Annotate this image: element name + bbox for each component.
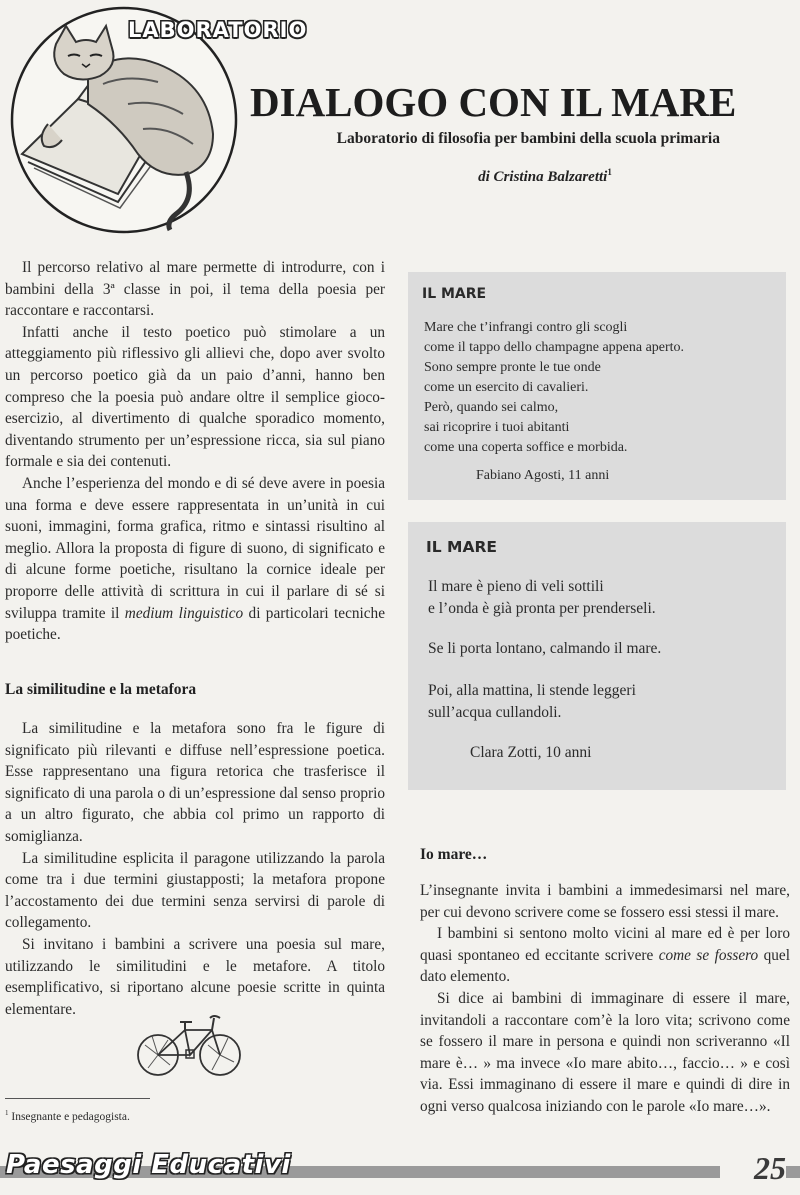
- paragraph-9: Si dice ai bambini di immaginare di essere il mare, invitandoli a raccontare com’è la loro vita; scrivono come se fossero il mare in persona e quindi non scriveranno «Il mare è… » ma invece «Io mare abito…, faccio… » e così via. Essi immaginano di essere il mare e quindi di dire in ogni verso qualcosa iniziando con le parole «Io mare…».: [420, 989, 790, 1115]
- paragraph-1: Il percorso relativo al mare permette di introdurre, con i bambini della 3ª classe in poi, il tema della poesia per raccontare e raccontarsi.: [5, 259, 385, 320]
- poem-2-line: Poi, alla mattina, li stende leggeri: [428, 682, 636, 699]
- paragraph-8: [420, 923, 790, 988]
- byline: [420, 167, 670, 186]
- poem-1-line: come una coperta soffice e morbida.: [424, 440, 628, 455]
- poem-1-line: sai ricoprire i tuoi abitanti: [424, 420, 570, 435]
- poem-box-2: [408, 522, 786, 790]
- poem-1-line: Mare che t’infrangi contro gli scogli: [424, 320, 628, 335]
- page-subtitle: Laboratorio di filosofia per bambini della scuola primaria: [336, 130, 720, 147]
- poem-1-line: come un esercito di cavalieri.: [424, 380, 589, 395]
- poem-2-line: Il mare è pieno di veli sottili: [428, 578, 604, 595]
- section-heading-similitudine: La similitudine e la metafora: [5, 681, 197, 698]
- paragraph-6: Si invitano i bambini a scrivere una poesia sul mare, utilizzando le similitudini e le metafore. A titolo esemplificativo, si riportano alcune poesie scritte in quinta elementare.: [5, 935, 385, 1018]
- paragraph-5: La similitudine esplicita il paragone utilizzando la parola come tra i due termini giustapposti; la metafora propone l’accostamento dei due termini senza servirsi di parole di collegamento.: [5, 849, 385, 932]
- page-title: DIALOGO CON IL MARE: [250, 79, 737, 125]
- poem-2-author: Clara Zotti, 10 anni: [470, 744, 592, 761]
- left-column-similitudine: [5, 718, 385, 1020]
- paragraph-3-end: di particolari tecniche poetiche.: [5, 604, 385, 644]
- right-column-io-mare: [420, 880, 790, 1118]
- paragraph-3: [5, 473, 385, 646]
- section-heading-io-mare: Io mare…: [420, 846, 488, 863]
- author-name: di Cristina Balzaretti: [478, 169, 608, 185]
- paragraph-4: La similitudine e la metafora sono fra le figure di significato più rilevanti e diffuse nell’espressione poetica. Esse rappresentano una figura retorica che trasferisce il significato di una parola o di un’espressione dal senso proprio a un altro figurato, che abbia col primo un rapporto di somiglianza.: [5, 720, 385, 845]
- footnote-number: 1: [5, 1109, 9, 1117]
- page-number: 25: [720, 1150, 786, 1187]
- magazine-name: Paesaggi Educativi: [6, 1150, 291, 1180]
- paragraph-8-start: I bambini si sentono molto vicini al mare ed è per loro quasi spontaneo ed eccitante scrivere: [420, 925, 790, 964]
- footnote-text: Insegnante e pedagogista.: [11, 1110, 130, 1123]
- poem-1-title: IL MARE: [422, 286, 487, 302]
- poem-2-line: e l’onda è già pronta per prenderseli.: [428, 600, 656, 617]
- left-column-intro: [5, 257, 385, 646]
- footnote-marker: 1: [607, 167, 612, 177]
- bicycle-icon: [130, 1010, 250, 1080]
- section-label: LABORATORIO: [128, 18, 308, 42]
- poem-1-line: Però, quando sei calmo,: [424, 400, 559, 415]
- poem-2-line: sull’acqua cullandoli.: [428, 704, 562, 721]
- paragraph-8-end: quel dato elemento.: [420, 946, 790, 986]
- footnote: [5, 1109, 130, 1123]
- poem-1-author: Fabiano Agosti, 11 anni: [476, 468, 610, 483]
- poem-2-title: IL MARE: [426, 538, 497, 556]
- medium-term: medium linguistico: [124, 604, 244, 622]
- poem-box-1: [408, 272, 786, 500]
- poem-1-line: Sono sempre pronte le tue onde: [424, 360, 601, 375]
- paragraph-7: L’insegnante invita i bambini a immedesimarsi nel mare, per cui devono scrivere come se fossero essi stessi il mare.: [420, 882, 790, 921]
- paragraph-2: Infatti anche il testo poetico può stimolare a un atteggiamento più riflessivo gli allievi che, dopo aver svolto un percorso poetico già da un paio d’anni, hanno ben compreso che la poesia può andare oltre il semplice gioco-esercizio, al divertimento di qualche sporadico momento, diventando strumento per un’espressione ricca, sia sul piano formale e sia dei contenuti.: [5, 323, 385, 471]
- paragraph-3-start: Anche l’esperienza del mondo e di sé deve avere in poesia una forma e deve essere rappresentata in un’unità in cui suoni, immagini, forma grafica, ritmo e sintassi risultino al meglio. Allora la proposta di figure di suono, di significato e di alcune forme poetiche, risultano la cornice ideale per proporre delle attività di scrittura in cui il parlare di sé si sviluppa tramite il: [5, 474, 385, 622]
- poem-2-line: Se li porta lontano, calmando il mare.: [428, 640, 662, 657]
- poem-1-line: come il tappo dello champagne appena aperto.: [424, 340, 685, 355]
- come-se-fossero-term: come se fossero: [658, 946, 759, 964]
- footnote-divider: [5, 1098, 150, 1099]
